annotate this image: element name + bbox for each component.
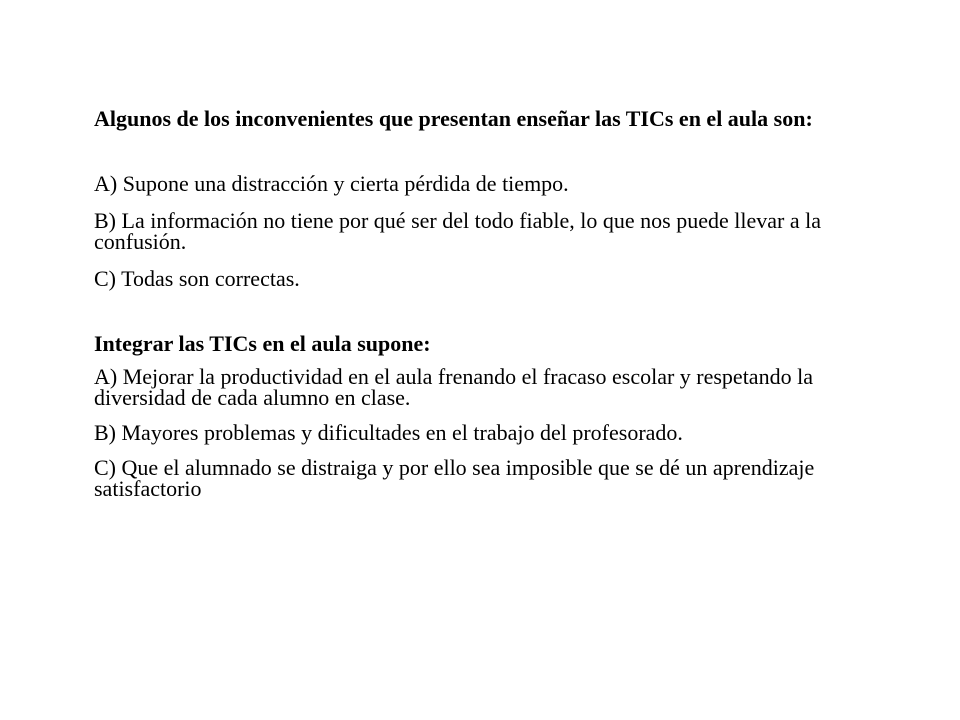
question-1-option-b: B) La información no tiene por qué ser del todo fiable, lo que nos puede llevar a la confusión. [94,208,821,254]
question-1-option-c: C) Todas son correctas. [94,266,300,291]
question-2 [94,333,904,499]
question-1-option-a: A) Supone una distracción y cierta pérdida de tiempo. [94,171,569,196]
question-1-title: Algunos de los inconvenientes que presentan enseñar las TICs en el aula son: [94,106,813,131]
question-2-option-b: B) Mayores problemas y dificultades en el trabajo del profesorado. [94,420,683,445]
question-2-title: Integrar las TICs en el aula supone: [94,331,431,356]
question-1 [94,108,904,289]
question-2-option-a: A) Mejorar la productividad en el aula frenando el fracaso escolar y respetando la diversidad de cada alumno en clase. [94,364,813,410]
slide-content [94,108,904,513]
question-1-options [94,173,904,289]
question-2-option-c: C) Que el alumnado se distraiga y por ello sea imposible que se dé un aprendizaje satisfactorio [94,455,815,501]
